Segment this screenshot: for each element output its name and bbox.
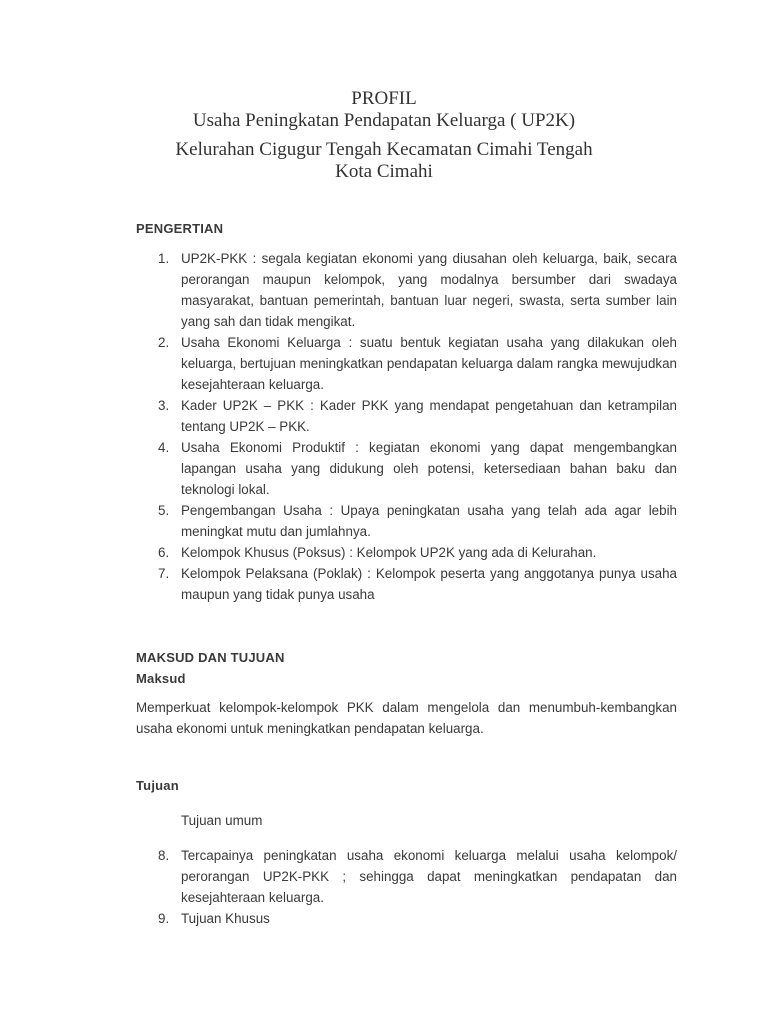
list-number: 8. bbox=[158, 848, 170, 863]
list-number: 4. bbox=[158, 440, 170, 455]
doc-subtitle: Usaha Peningkatan Pendapatan Keluarga ( UP2K) bbox=[192, 110, 576, 131]
list-item-text: Usaha Ekonomi Produktif : kegiatan ekonomi yang dapat mengembangkan lapangan usaha yang didukung oleh potensi, ketersediaan bahan baku dan teknologi lokal. bbox=[181, 440, 677, 497]
list-number: 6. bbox=[158, 545, 170, 560]
list-number: 7. bbox=[158, 566, 170, 581]
maksud-tujuan-heading: MAKSUD DAN TUJUAN bbox=[136, 650, 285, 665]
list-item-text: Kelompok Pelaksana (Poklak) : Kelompok peserta yang anggotanya punya usaha maupun yang tidak punya usaha bbox=[181, 566, 677, 602]
list-item bbox=[136, 845, 677, 908]
list-item bbox=[136, 437, 677, 500]
doc-title: PROFIL bbox=[351, 88, 417, 109]
pengertian-heading: PENGERTIAN bbox=[136, 221, 224, 236]
list-item bbox=[136, 908, 677, 929]
list-item-text: Pengembangan Usaha : Upaya peningkatan usaha yang telah ada agar lebih meningkat mutu dan jumlahnya. bbox=[181, 503, 677, 539]
list-number: 5. bbox=[158, 503, 170, 518]
doc-location: Kelurahan Cigugur Tengah Kecamatan Cimahi Tengah bbox=[175, 139, 593, 160]
list-item bbox=[136, 248, 677, 332]
maksud-heading: Maksud bbox=[136, 671, 186, 686]
list-item-text: Tercapainya peningkatan usaha ekonomi keluarga melalui usaha kelompok/ perorangan UP2K-PKK ; sehingga dapat meningkatkan pendapatan dan kesejahteraan keluarga. bbox=[181, 848, 677, 905]
doc-city: Kota Cimahi bbox=[335, 161, 433, 182]
pengertian-list bbox=[136, 248, 677, 605]
tujuan-umum-label: Tujuan umum bbox=[181, 813, 263, 828]
list-item-text: Kelompok Khusus (Poksus) : Kelompok UP2K yang ada di Kelurahan. bbox=[181, 545, 597, 560]
tujuan-list bbox=[136, 845, 677, 929]
list-number: 2. bbox=[158, 335, 170, 350]
list-item bbox=[136, 332, 677, 395]
list-number: 1. bbox=[158, 251, 170, 266]
list-item-text: UP2K-PKK : segala kegiatan ekonomi yang diusahan oleh keluarga, baik, secara perorangan maupun kelompok, yang modalnya bersumber dari swadaya masyarakat, bantuan pemerintah, bantuan luar negeri, swasta, serta sumber lain yang sah dan tidak mengikat. bbox=[181, 251, 677, 329]
list-item-text: Tujuan Khusus bbox=[181, 911, 270, 926]
list-number: 3. bbox=[158, 398, 170, 413]
list-item bbox=[136, 563, 677, 605]
list-item-text: Usaha Ekonomi Keluarga : suatu bentuk kegiatan usaha yang dilakukan oleh keluarga, bertujuan meningkatkan pendapatan keluarga dalam rangka mewujudkan kesejahteraan keluarga. bbox=[181, 335, 677, 392]
maksud-paragraph: Memperkuat kelompok-kelompok PKK dalam mengelola dan menumbuh-kembangkan usaha ekonomi untuk meningkatkan pendapatan keluarga. bbox=[136, 700, 677, 736]
list-item bbox=[136, 395, 677, 437]
list-item bbox=[136, 500, 677, 542]
list-item bbox=[136, 542, 677, 563]
list-number: 9. bbox=[158, 911, 170, 926]
list-item-text: Kader UP2K – PKK : Kader PKK yang mendapat pengetahuan dan ketrampilan tentang UP2K – PKK. bbox=[181, 398, 677, 434]
tujuan-heading: Tujuan bbox=[136, 778, 179, 793]
